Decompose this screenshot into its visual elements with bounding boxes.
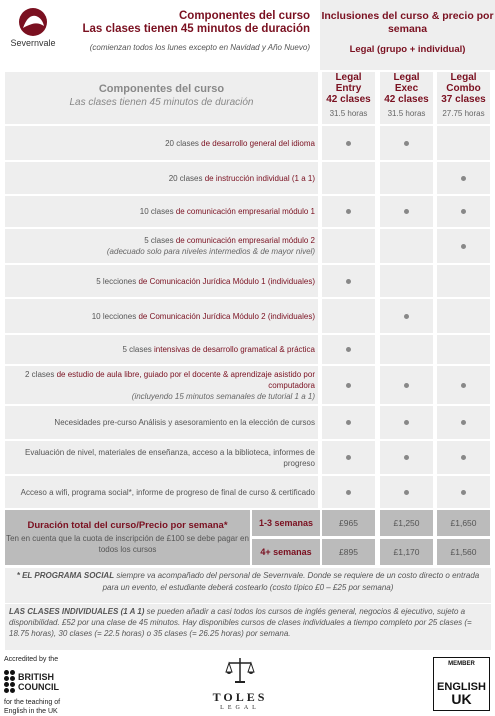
toles-name: TOLES bbox=[212, 690, 268, 704]
included-dot-icon bbox=[404, 209, 409, 214]
component-row-label bbox=[5, 299, 318, 333]
toles-legal-logo bbox=[195, 655, 285, 711]
inclusion-cell bbox=[437, 476, 490, 508]
included-dot-icon bbox=[346, 279, 351, 284]
component-count: Necesidades pre-curso Análisis y asesoramiento en la elección de cursos bbox=[54, 418, 315, 427]
column-name bbox=[437, 72, 490, 105]
bc-name-line2: COUNCIL bbox=[18, 681, 59, 692]
euk-word: ENGLISH bbox=[437, 681, 486, 693]
component-count: 10 clases bbox=[139, 207, 174, 216]
header-left bbox=[64, 10, 310, 53]
inclusion-cell bbox=[322, 265, 375, 297]
included-dot-icon bbox=[346, 420, 351, 425]
column-name-line1: Legal bbox=[335, 72, 362, 83]
severnvale-logo bbox=[4, 6, 62, 50]
header-subtitle: Las clases tienen 45 minutos de duración bbox=[82, 23, 310, 35]
component-row-label bbox=[5, 335, 318, 364]
inclusion-cell bbox=[380, 162, 433, 194]
inclusion-cell bbox=[322, 162, 375, 194]
inclusion-cell bbox=[437, 196, 490, 227]
inclusion-cell bbox=[380, 476, 433, 508]
price-cell: £1,560 bbox=[437, 539, 490, 565]
accredited-text: Accredited by the bbox=[4, 656, 59, 663]
component-count: 20 clases bbox=[165, 138, 199, 148]
euk-member-label: MEMBER bbox=[448, 661, 475, 667]
component-highlight: de estudio de aula libre, guiado por el docente & aprendizaje asistido por computadora bbox=[56, 369, 315, 390]
euk-uk: UK bbox=[451, 691, 472, 707]
component-count: 20 clases bbox=[168, 173, 203, 183]
included-dot-icon bbox=[461, 490, 466, 495]
weeks-label-1-3: 1-3 semanas bbox=[252, 510, 320, 536]
logo-emblem-icon bbox=[4, 6, 62, 50]
column-hours: 31.5 horas bbox=[387, 109, 426, 118]
bc-name-line1: BRITISH bbox=[18, 671, 54, 682]
header-title: Componentes del curso bbox=[179, 10, 310, 22]
component-note: (adecuado solo para niveles intermedios & de mayor nivel) bbox=[106, 247, 315, 256]
component-text bbox=[5, 487, 315, 498]
inclusion-cell bbox=[437, 162, 490, 194]
component-text bbox=[5, 369, 315, 391]
included-dot-icon bbox=[346, 490, 351, 495]
inclusion-cell bbox=[437, 299, 490, 333]
component-note: (incluyendo 15 minutos semanales de tutorial 1 a 1) bbox=[131, 391, 315, 401]
price-cell: £1,170 bbox=[380, 539, 433, 565]
inclusion-cell bbox=[322, 126, 375, 160]
column-name-line3: 42 clases bbox=[326, 94, 371, 105]
bc-tagline: for the teaching of English in the UK bbox=[4, 699, 61, 715]
included-dot-icon bbox=[404, 490, 409, 495]
included-dot-icon bbox=[346, 141, 351, 146]
inclusion-cell bbox=[380, 126, 433, 160]
included-dot-icon bbox=[404, 314, 409, 319]
column-name bbox=[380, 72, 433, 105]
included-dot-icon bbox=[461, 420, 466, 425]
component-text bbox=[5, 138, 315, 149]
individual-note-heading: LAS CLASES INDIVIDUALES (1 A 1) bbox=[9, 607, 145, 616]
included-dot-icon bbox=[346, 383, 351, 388]
inclusion-cell bbox=[322, 366, 375, 404]
component-text bbox=[5, 417, 315, 428]
included-dot-icon bbox=[461, 244, 466, 249]
inclusion-cell bbox=[437, 126, 490, 160]
inclusion-cell bbox=[380, 229, 433, 263]
included-dot-icon bbox=[346, 209, 351, 214]
price-cell: £895 bbox=[322, 539, 375, 565]
component-row-label bbox=[5, 162, 318, 194]
inclusion-cell bbox=[322, 196, 375, 227]
component-text bbox=[5, 235, 315, 246]
inclusion-cell bbox=[322, 335, 375, 364]
inclusion-cell bbox=[437, 265, 490, 297]
column-header-legal-exec bbox=[380, 72, 433, 124]
component-row-label bbox=[5, 126, 318, 160]
components-title: Componentes del curso bbox=[98, 83, 225, 95]
component-text bbox=[5, 276, 315, 287]
inclusion-cell bbox=[322, 441, 375, 474]
included-dot-icon bbox=[404, 383, 409, 388]
column-name bbox=[322, 72, 375, 105]
inclusion-cell bbox=[380, 441, 433, 474]
component-row-label bbox=[5, 265, 318, 297]
inclusion-cell bbox=[322, 476, 375, 508]
inclusions-title: Inclusiones del curso & precio por semana bbox=[321, 10, 494, 35]
header-note: (comienzan todos los lunes excepto en Navidad y Año Nuevo) bbox=[89, 43, 310, 52]
component-highlight: de Comunicación Jurídica Módulo 1 (individuales) bbox=[138, 276, 315, 286]
included-dot-icon bbox=[461, 176, 466, 181]
column-name-line2: Exec bbox=[394, 83, 419, 94]
inclusion-cell bbox=[437, 441, 490, 474]
individual-note-text: se pueden añadir a casi todos los cursos de inglés general, negocios & ejecutivo, sujeto a disponibilidad. £52 por una clase de 45 minutos. Hay disponibles cursos de clases individuales a tiempo completo por 25 clases (= 18.75 horas), 30 clases (= 22.5 horas) o 35 clases (= 26.25 horas) por semana. bbox=[9, 607, 472, 638]
included-dot-icon bbox=[346, 455, 351, 460]
toles-subtitle: LEGAL bbox=[220, 705, 260, 711]
component-highlight: de comunicación empresarial módulo 1 bbox=[175, 207, 315, 216]
component-count: 5 lecciones bbox=[96, 276, 137, 286]
inclusions-header bbox=[320, 0, 495, 70]
column-name-line2: Combo bbox=[446, 83, 481, 94]
inclusion-cell bbox=[380, 265, 433, 297]
included-dot-icon bbox=[346, 347, 351, 352]
inclusion-cell bbox=[322, 299, 375, 333]
scales-of-justice-icon bbox=[225, 655, 255, 685]
component-row-label bbox=[5, 366, 318, 404]
british-council-dots-icon bbox=[4, 670, 15, 693]
column-name-line1: Legal bbox=[450, 72, 477, 83]
column-name-line2: Entry bbox=[335, 83, 362, 94]
component-text bbox=[5, 206, 315, 217]
inclusion-cell bbox=[380, 406, 433, 439]
component-highlight: intensivas de desarrollo gramatical & práctica bbox=[154, 345, 315, 354]
component-row-label bbox=[5, 441, 318, 474]
british-council-logo bbox=[4, 670, 84, 693]
column-header-legal-entry bbox=[322, 72, 375, 124]
weeks-label-4-plus: 4+ semanas bbox=[252, 539, 320, 565]
column-hours: 27.75 horas bbox=[442, 109, 485, 118]
column-name-line3: 37 clases bbox=[441, 94, 486, 105]
logo-text: Severnvale bbox=[10, 38, 56, 48]
social-note-heading: * EL PROGRAMA SOCIAL bbox=[16, 571, 115, 580]
component-row-label bbox=[5, 229, 318, 263]
inclusion-cell bbox=[380, 335, 433, 364]
included-dot-icon bbox=[404, 141, 409, 146]
price-cell: £965 bbox=[322, 510, 375, 536]
component-count: 2 clases bbox=[25, 369, 55, 379]
component-count: Evaluación de nivel, materiales de enseñanza, acceso a la biblioteca, informes de progreso bbox=[25, 447, 315, 468]
component-text bbox=[5, 311, 315, 322]
social-note-text: siempre va acompañado del personal de Severnvale. Donde se requiere de un costo directo o entrada para un evento, el estudiante deberá costearlo (costo típico £0 – £25 por semana) bbox=[102, 571, 480, 592]
column-name-line3: 42 clases bbox=[384, 94, 429, 105]
inclusion-cell bbox=[380, 196, 433, 227]
component-count: 10 lecciones bbox=[91, 311, 137, 321]
components-subtitle: Las clases tienen 45 minutos de duración bbox=[69, 97, 254, 108]
price-cell: £1,250 bbox=[380, 510, 433, 536]
social-program-note bbox=[5, 568, 491, 603]
component-highlight: de Comunicación Jurídica Módulo 2 (individuales) bbox=[138, 311, 315, 321]
column-name-line1: Legal bbox=[393, 72, 420, 83]
component-count: Acceso a wifi, programa social*, informe de progreso de final de curso & certificado bbox=[20, 487, 315, 497]
group-label: Legal (grupo + individual) bbox=[349, 44, 466, 55]
totals-note: Ten en cuenta que la cuota de inscripción de £100 se debe pagar en todos los cursos bbox=[6, 534, 249, 554]
inclusion-cell bbox=[437, 366, 490, 404]
inclusion-cell bbox=[437, 406, 490, 439]
price-cell: £1,650 bbox=[437, 510, 490, 536]
included-dot-icon bbox=[461, 383, 466, 388]
component-row-label bbox=[5, 196, 318, 227]
totals-title: Duración total del curso/Precio por semana* bbox=[27, 520, 228, 531]
inclusion-cell bbox=[322, 406, 375, 439]
included-dot-icon bbox=[461, 455, 466, 460]
inclusion-cell bbox=[437, 335, 490, 364]
column-header-legal-combo bbox=[437, 72, 490, 124]
component-text bbox=[5, 173, 315, 184]
component-highlight: de desarrollo general del idioma bbox=[201, 138, 315, 148]
included-dot-icon bbox=[461, 209, 466, 214]
inclusion-cell bbox=[380, 366, 433, 404]
component-row-label bbox=[5, 406, 318, 439]
component-text bbox=[5, 447, 315, 469]
inclusion-cell bbox=[437, 229, 490, 263]
component-text bbox=[5, 344, 315, 355]
components-header bbox=[5, 72, 318, 124]
individual-classes-note bbox=[5, 604, 491, 650]
component-row-label bbox=[5, 476, 318, 508]
column-hours: 31.5 horas bbox=[329, 109, 368, 118]
included-dot-icon bbox=[404, 455, 409, 460]
component-count: 5 clases bbox=[122, 345, 152, 354]
component-highlight: de instrucción individual (1 a 1) bbox=[204, 173, 315, 183]
included-dot-icon bbox=[404, 420, 409, 425]
component-count: 5 clases bbox=[144, 236, 174, 245]
inclusion-cell bbox=[322, 229, 375, 263]
english-uk-badge bbox=[433, 657, 490, 711]
british-council-badge bbox=[4, 655, 84, 716]
totals-label bbox=[5, 510, 250, 565]
inclusion-cell bbox=[380, 299, 433, 333]
component-highlight: de comunicación empresarial módulo 2 bbox=[175, 236, 315, 245]
